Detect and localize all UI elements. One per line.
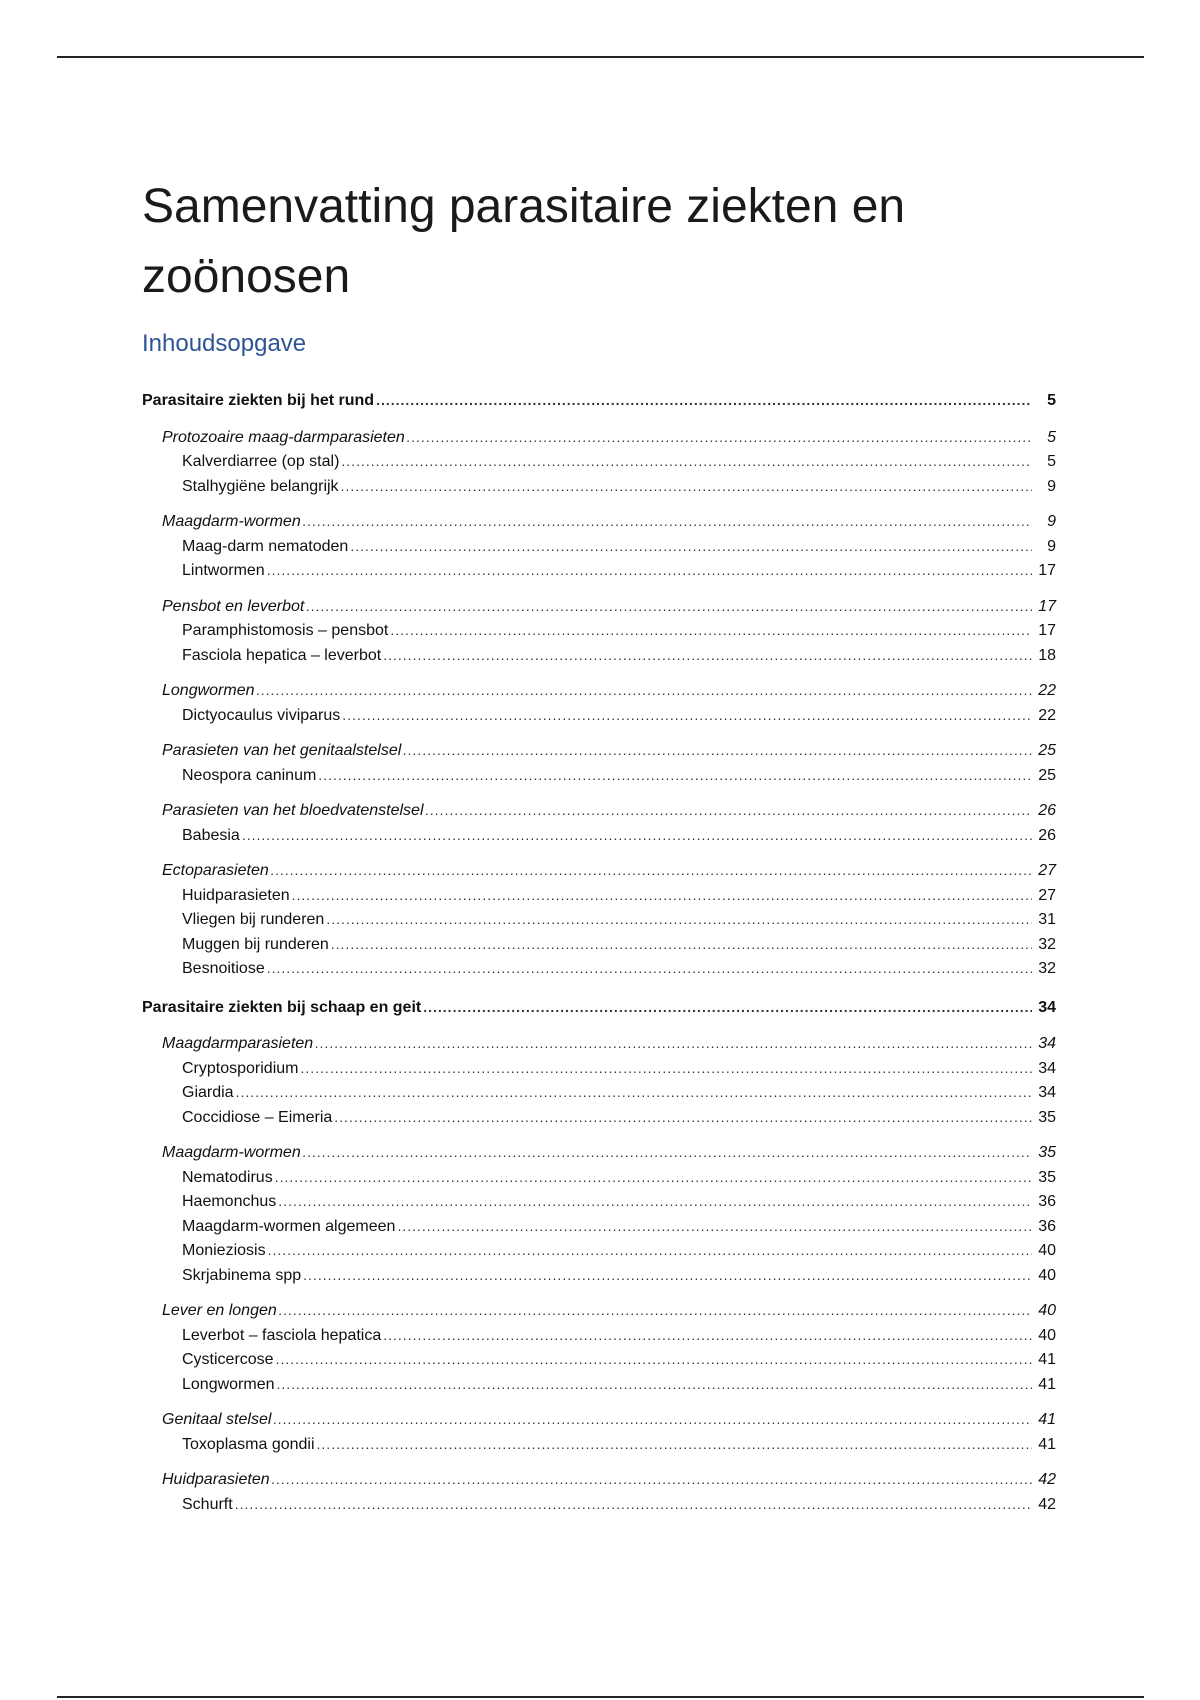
toc-page-number: 27 bbox=[1038, 886, 1056, 904]
toc-subsection-heading[interactable] bbox=[142, 862, 1056, 887]
dot-leader bbox=[267, 562, 1032, 578]
toc-subsection-heading[interactable] bbox=[142, 682, 1056, 707]
toc-entry-label: Parasieten van het bloedvatenstelsel bbox=[162, 802, 424, 819]
toc-entry-label: Maag-darm nematoden bbox=[182, 537, 349, 555]
toc-entry-label: Kalverdiarree (op stal) bbox=[182, 453, 340, 470]
toc-group bbox=[142, 1302, 1056, 1400]
toc-subsection-heading[interactable] bbox=[142, 1471, 1056, 1496]
toc-page-number: 40 bbox=[1038, 1242, 1056, 1259]
toc-entry[interactable] bbox=[142, 1351, 1056, 1376]
dot-leader bbox=[273, 1411, 1032, 1427]
toc-page-number: 41 bbox=[1038, 1435, 1056, 1453]
toc-page-number: 17 bbox=[1038, 597, 1056, 615]
toc-entry-label: Cysticercose bbox=[182, 1351, 274, 1368]
toc-entry[interactable] bbox=[142, 1327, 1056, 1352]
toc-entry-label: Paramphistomosis – pensbot bbox=[182, 622, 389, 639]
toc-entry-label: Lintwormen bbox=[182, 562, 265, 579]
toc-page-number: 41 bbox=[1038, 1411, 1056, 1428]
dot-leader bbox=[334, 1109, 1032, 1125]
toc-subsection-heading[interactable] bbox=[142, 1411, 1056, 1436]
dot-leader bbox=[342, 707, 1032, 723]
toc-page-number: 32 bbox=[1038, 960, 1056, 977]
toc-page-number: 34 bbox=[1038, 1084, 1056, 1101]
toc-page-number: 17 bbox=[1038, 622, 1056, 639]
toc-entry[interactable] bbox=[142, 1169, 1056, 1194]
toc-entry-label: Pensbot en leverbot bbox=[162, 597, 305, 615]
toc-entry-label: Leverbot – fasciola hepatica bbox=[182, 1326, 382, 1344]
toc-page-number: 31 bbox=[1038, 911, 1056, 928]
toc-entry-label: Coccidiose – Eimeria bbox=[182, 1108, 333, 1126]
toc-page-number: 35 bbox=[1038, 1108, 1056, 1126]
toc-entry[interactable] bbox=[142, 562, 1056, 587]
toc-entry-label: Dictyocaulus viviparus bbox=[182, 706, 341, 724]
dot-leader bbox=[331, 936, 1032, 952]
toc-section-heading[interactable] bbox=[142, 999, 1056, 1024]
toc-entry-label: Protozoaire maag-darmparasieten bbox=[162, 428, 405, 446]
dot-leader bbox=[390, 622, 1032, 638]
toc-entry[interactable] bbox=[142, 1496, 1056, 1521]
toc-subsection-heading[interactable] bbox=[142, 429, 1056, 454]
dot-leader bbox=[272, 1471, 1032, 1487]
dot-leader bbox=[278, 1193, 1032, 1209]
toc-entry[interactable] bbox=[142, 538, 1056, 563]
dot-leader bbox=[326, 911, 1032, 927]
dot-leader bbox=[407, 429, 1032, 445]
toc-page-number: 26 bbox=[1038, 802, 1056, 819]
dot-leader bbox=[341, 453, 1032, 469]
dot-leader bbox=[279, 1302, 1032, 1318]
dot-leader bbox=[317, 1436, 1032, 1452]
toc-page-number: 26 bbox=[1038, 826, 1056, 844]
dot-leader bbox=[383, 647, 1032, 663]
toc-entry[interactable] bbox=[142, 827, 1056, 852]
toc-subsection-heading[interactable] bbox=[142, 1144, 1056, 1169]
toc-group bbox=[142, 1471, 1056, 1520]
toc-group bbox=[142, 1411, 1056, 1460]
toc-entry[interactable] bbox=[142, 1436, 1056, 1461]
toc-entry-label: Parasitaire ziekten bij het rund bbox=[142, 392, 375, 409]
toc-entry-label: Skrjabinema spp bbox=[182, 1266, 302, 1284]
dot-leader bbox=[397, 1218, 1032, 1234]
toc-page-number: 35 bbox=[1038, 1168, 1056, 1186]
dot-leader bbox=[423, 999, 1032, 1015]
dot-leader bbox=[268, 1242, 1032, 1258]
toc-page-number: 5 bbox=[1047, 428, 1056, 446]
toc-page-number: 27 bbox=[1038, 862, 1056, 879]
toc-group bbox=[142, 429, 1056, 503]
dot-leader bbox=[276, 1351, 1032, 1367]
toc-page-number: 22 bbox=[1038, 682, 1056, 699]
toc-entry-label: Genitaal stelsel bbox=[162, 1411, 272, 1428]
toc-page-number: 34 bbox=[1038, 1059, 1056, 1077]
footer-rule bbox=[57, 1696, 1144, 1698]
toc-page-number: 9 bbox=[1047, 513, 1056, 530]
toc-page-number: 35 bbox=[1038, 1144, 1056, 1161]
toc-entry[interactable] bbox=[142, 1193, 1056, 1218]
toc-entry[interactable] bbox=[142, 1218, 1056, 1243]
toc-page-number: 5 bbox=[1047, 453, 1056, 470]
dot-leader bbox=[236, 1084, 1032, 1100]
toc-entry[interactable] bbox=[142, 1109, 1056, 1134]
toc-entry-label: Parasitaire ziekten bij schaap en geit bbox=[142, 998, 422, 1016]
dot-leader bbox=[275, 1169, 1032, 1185]
toc-entry-label: Maagdarm-wormen bbox=[162, 513, 301, 530]
toc-group bbox=[142, 682, 1056, 731]
toc-entry[interactable] bbox=[142, 1060, 1056, 1085]
toc-entry-label: Lever en longen bbox=[162, 1302, 277, 1319]
dot-leader bbox=[303, 1267, 1032, 1283]
toc-page-number: 42 bbox=[1038, 1471, 1056, 1488]
toc-entry-label: Giardia bbox=[182, 1084, 234, 1101]
dot-leader bbox=[267, 960, 1032, 976]
toc-entry-label: Haemonchus bbox=[182, 1193, 277, 1210]
toc-page-number: 36 bbox=[1038, 1217, 1056, 1235]
dot-leader bbox=[303, 1144, 1032, 1160]
dot-leader bbox=[242, 827, 1032, 843]
toc-entry-label: Stalhygiëne belangrijk bbox=[182, 477, 339, 495]
toc-page-number: 41 bbox=[1038, 1351, 1056, 1368]
toc-entry[interactable] bbox=[142, 911, 1056, 936]
toc-entry[interactable] bbox=[142, 622, 1056, 647]
toc-group bbox=[142, 1035, 1056, 1133]
dot-leader bbox=[257, 682, 1033, 698]
dot-leader bbox=[303, 513, 1032, 529]
dot-leader bbox=[318, 767, 1032, 783]
toc-page-number: 40 bbox=[1038, 1266, 1056, 1284]
toc-page-number: 25 bbox=[1038, 766, 1056, 784]
toc-page-number: 22 bbox=[1038, 706, 1056, 724]
toc-entry-label: Babesia bbox=[182, 826, 240, 844]
toc-page-number: 42 bbox=[1038, 1495, 1056, 1513]
toc-entry[interactable] bbox=[142, 453, 1056, 478]
toc-section bbox=[142, 392, 1056, 985]
toc-entry-label: Longwormen bbox=[162, 682, 255, 699]
toc-subsection-heading[interactable] bbox=[142, 742, 1056, 767]
toc-entry[interactable] bbox=[142, 1242, 1056, 1267]
toc-entry[interactable] bbox=[142, 887, 1056, 912]
toc-page-number: 40 bbox=[1038, 1326, 1056, 1344]
toc-entry-label: Maagdarmparasieten bbox=[162, 1035, 314, 1052]
toc-section-heading[interactable] bbox=[142, 392, 1056, 417]
toc-entry[interactable] bbox=[142, 767, 1056, 792]
toc-entry-label: Toxoplasma gondii bbox=[182, 1435, 315, 1453]
toc-entry[interactable] bbox=[142, 960, 1056, 985]
header-rule bbox=[57, 56, 1144, 58]
document-title: Samenvatting parasitaire ziekten en zoönosen bbox=[142, 180, 906, 304]
toc-heading: Inhoudsopgave bbox=[142, 330, 307, 357]
dot-leader bbox=[292, 887, 1032, 903]
toc-page-number: 18 bbox=[1038, 646, 1056, 664]
toc-entry-label: Maagdarm-wormen bbox=[162, 1144, 301, 1161]
dot-leader bbox=[350, 538, 1032, 554]
toc-page-number: 5 bbox=[1047, 392, 1056, 409]
toc-entry-label: Muggen bij runderen bbox=[182, 935, 329, 953]
toc-group bbox=[142, 802, 1056, 851]
toc-subsection-heading[interactable] bbox=[142, 598, 1056, 623]
toc-page-number: 34 bbox=[1038, 998, 1056, 1016]
dot-leader bbox=[271, 862, 1032, 878]
toc-entry-label: Maagdarm-wormen algemeen bbox=[182, 1217, 396, 1235]
toc-group bbox=[142, 598, 1056, 672]
toc-entry-label: Cryptosporidium bbox=[182, 1059, 299, 1077]
toc-group bbox=[142, 1144, 1056, 1291]
toc-entry-label: Huidparasieten bbox=[182, 886, 290, 904]
toc-group bbox=[142, 742, 1056, 791]
dot-leader bbox=[341, 478, 1032, 494]
toc-entry[interactable] bbox=[142, 478, 1056, 503]
toc-entry-label: Nematodirus bbox=[182, 1168, 273, 1186]
dot-leader bbox=[403, 742, 1032, 758]
dot-leader bbox=[235, 1496, 1032, 1512]
toc-page-number: 40 bbox=[1038, 1302, 1056, 1319]
toc-entry-label: Vliegen bij runderen bbox=[182, 911, 325, 928]
toc-entry-label: Ectoparasieten bbox=[162, 862, 269, 879]
toc-entry-label: Besnoitiose bbox=[182, 960, 265, 977]
toc-page-number: 9 bbox=[1047, 477, 1056, 495]
toc-subsection-heading[interactable] bbox=[142, 1302, 1056, 1327]
toc-entry-label: Schurft bbox=[182, 1495, 233, 1513]
toc-entry[interactable] bbox=[142, 647, 1056, 672]
toc-entry[interactable] bbox=[142, 1084, 1056, 1109]
toc-page-number: 9 bbox=[1047, 537, 1056, 555]
toc-entry-label: Huidparasieten bbox=[162, 1471, 270, 1488]
toc-entry[interactable] bbox=[142, 1267, 1056, 1292]
dot-leader bbox=[383, 1327, 1032, 1343]
toc-entry-label: Parasieten van het genitaalstelsel bbox=[162, 742, 402, 759]
toc-page-number: 36 bbox=[1038, 1193, 1056, 1210]
toc-subsection-heading[interactable] bbox=[142, 513, 1056, 538]
dot-leader bbox=[426, 802, 1032, 818]
toc-group bbox=[142, 513, 1056, 587]
toc-entry[interactable] bbox=[142, 707, 1056, 732]
dot-leader bbox=[306, 598, 1032, 614]
toc-subsection-heading[interactable] bbox=[142, 802, 1056, 827]
toc-page-number: 17 bbox=[1038, 562, 1056, 579]
toc-page-number: 34 bbox=[1038, 1035, 1056, 1052]
toc-page-number: 32 bbox=[1038, 935, 1056, 953]
toc-entry-label: Neospora caninum bbox=[182, 766, 317, 784]
toc-subsection-heading[interactable] bbox=[142, 1035, 1056, 1060]
toc-section bbox=[142, 999, 1056, 1521]
toc-entry[interactable] bbox=[142, 936, 1056, 961]
toc-group bbox=[142, 862, 1056, 985]
toc-page-number: 25 bbox=[1038, 742, 1056, 759]
toc-page-number: 41 bbox=[1038, 1375, 1056, 1393]
toc-entry-label: Longwormen bbox=[182, 1375, 275, 1393]
dot-leader bbox=[376, 392, 1032, 408]
toc-entry-label: Monieziosis bbox=[182, 1242, 266, 1259]
dot-leader bbox=[315, 1035, 1032, 1051]
dot-leader bbox=[300, 1060, 1032, 1076]
toc-entry[interactable] bbox=[142, 1376, 1056, 1401]
toc-entry-label: Fasciola hepatica – leverbot bbox=[182, 646, 382, 664]
table-of-contents bbox=[142, 392, 1056, 1532]
dot-leader bbox=[277, 1376, 1033, 1392]
